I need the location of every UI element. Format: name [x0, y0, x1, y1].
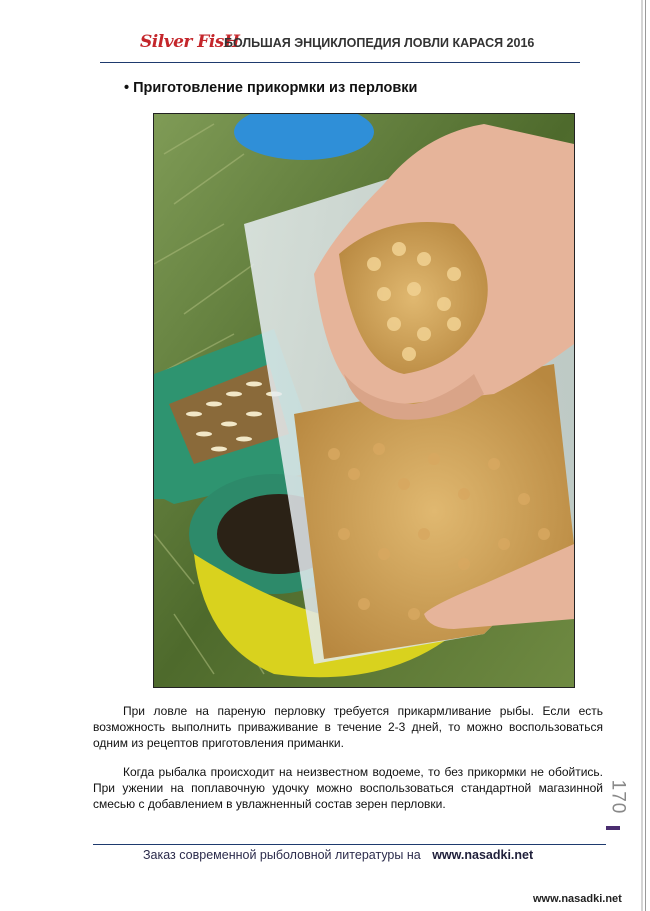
- watermark: www.nasadki.net: [533, 893, 622, 905]
- footer-url-link[interactable]: www.nasadki.net: [432, 848, 534, 862]
- section-heading-text: Приготовление прикормки из перловки: [133, 80, 418, 96]
- book-title: БОЛЬШАЯ ЭНЦИКЛОПЕДИЯ ЛОВЛИ КАРАСЯ 2016: [224, 36, 535, 50]
- page-edge-line: [645, 0, 646, 911]
- header-divider: [100, 62, 580, 63]
- bullet-icon: •: [124, 80, 130, 96]
- brand-logo: Silver FisH: [140, 32, 240, 52]
- page-number: [606, 772, 636, 824]
- page-header: [140, 30, 580, 56]
- page-number-marker: [606, 826, 620, 830]
- page-footer: [143, 848, 533, 862]
- barley-bait-photo: [153, 113, 575, 688]
- page-number-text: 170: [607, 779, 629, 815]
- paragraph-2: Когда рыбалка происходит на неизвестном водоеме, то без прикормки не обойтись. При ужении на поплавочную удочку можно воспользоваться стандартной магазинной смесью с добавлением в увлажненный состав зерен перловки.: [93, 765, 603, 811]
- section-heading: [124, 80, 417, 96]
- footer-divider: [93, 844, 606, 845]
- paragraph-1: При ловле на пареную перловку требуется прикармливание рыбы. Если есть возможность выполнить приваживание в течение 2-3 дней, то можно воспользоваться одним из рецептов приготовления приманки.: [93, 704, 603, 750]
- footer-text: Заказ современной рыболовной литературы на: [143, 848, 421, 862]
- page-edge-shadow: [641, 0, 643, 911]
